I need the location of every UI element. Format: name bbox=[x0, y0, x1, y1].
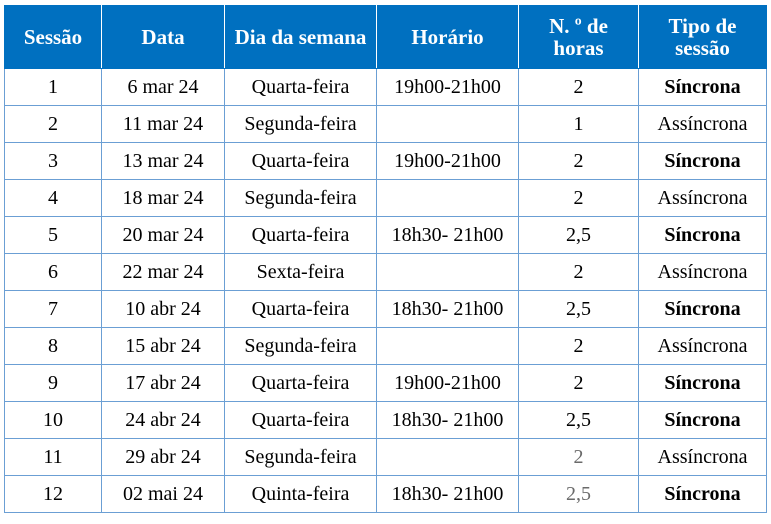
cell-sessao: 4 bbox=[5, 180, 102, 217]
cell-tipo: Assíncrona bbox=[639, 106, 767, 143]
cell-horario bbox=[377, 254, 519, 291]
table-row bbox=[5, 106, 767, 143]
cell-sessao: 12 bbox=[5, 476, 102, 513]
cell-sessao: 7 bbox=[5, 291, 102, 328]
cell-data: 11 mar 24 bbox=[102, 106, 225, 143]
cell-horas: 2 bbox=[519, 180, 639, 217]
header-horario: Horário bbox=[377, 6, 519, 69]
cell-horario: 18h30- 21h00 bbox=[377, 402, 519, 439]
cell-horario: 19h00-21h00 bbox=[377, 143, 519, 180]
table-row bbox=[5, 143, 767, 180]
table-row bbox=[5, 69, 767, 106]
cell-horario bbox=[377, 180, 519, 217]
cell-tipo: Síncrona bbox=[639, 143, 767, 180]
table-row bbox=[5, 291, 767, 328]
cell-horas: 2,5 bbox=[519, 402, 639, 439]
cell-horario: 18h30- 21h00 bbox=[377, 217, 519, 254]
cell-data: 29 abr 24 bbox=[102, 439, 225, 476]
cell-sessao: 6 bbox=[5, 254, 102, 291]
cell-dia: Quarta-feira bbox=[225, 402, 377, 439]
cell-dia: Segunda-feira bbox=[225, 106, 377, 143]
header-data: Data bbox=[102, 6, 225, 69]
header-row bbox=[5, 6, 767, 69]
cell-data: 22 mar 24 bbox=[102, 254, 225, 291]
table-row bbox=[5, 328, 767, 365]
cell-sessao: 2 bbox=[5, 106, 102, 143]
cell-horas: 2 bbox=[519, 143, 639, 180]
cell-tipo: Assíncrona bbox=[639, 328, 767, 365]
cell-data: 18 mar 24 bbox=[102, 180, 225, 217]
cell-horario: 18h30- 21h00 bbox=[377, 476, 519, 513]
cell-data: 17 abr 24 bbox=[102, 365, 225, 402]
cell-horas: 2,5 bbox=[519, 291, 639, 328]
cell-horario bbox=[377, 328, 519, 365]
cell-tipo: Síncrona bbox=[639, 365, 767, 402]
cell-data: 13 mar 24 bbox=[102, 143, 225, 180]
cell-horas: 1 bbox=[519, 106, 639, 143]
cell-tipo: Síncrona bbox=[639, 476, 767, 513]
cell-tipo: Assíncrona bbox=[639, 254, 767, 291]
cell-tipo: Assíncrona bbox=[639, 180, 767, 217]
cell-sessao: 10 bbox=[5, 402, 102, 439]
table-row bbox=[5, 476, 767, 513]
table-row bbox=[5, 439, 767, 476]
cell-horario: 19h00-21h00 bbox=[377, 69, 519, 106]
session-schedule-table bbox=[4, 5, 767, 513]
cell-sessao: 9 bbox=[5, 365, 102, 402]
cell-sessao: 5 bbox=[5, 217, 102, 254]
table-row bbox=[5, 217, 767, 254]
cell-sessao: 11 bbox=[5, 439, 102, 476]
cell-horas: 2 bbox=[519, 365, 639, 402]
cell-dia: Quarta-feira bbox=[225, 291, 377, 328]
table-body bbox=[5, 69, 767, 513]
cell-horario bbox=[377, 106, 519, 143]
table-row bbox=[5, 402, 767, 439]
cell-tipo: Síncrona bbox=[639, 69, 767, 106]
header-tipo-sessao: Tipo de sessão bbox=[639, 6, 767, 69]
table-row bbox=[5, 254, 767, 291]
cell-data: 10 abr 24 bbox=[102, 291, 225, 328]
cell-data: 24 abr 24 bbox=[102, 402, 225, 439]
cell-sessao: 1 bbox=[5, 69, 102, 106]
header-dia-semana: Dia da semana bbox=[225, 6, 377, 69]
table-row bbox=[5, 365, 767, 402]
cell-dia: Quarta-feira bbox=[225, 217, 377, 254]
cell-data: 15 abr 24 bbox=[102, 328, 225, 365]
cell-sessao: 3 bbox=[5, 143, 102, 180]
cell-tipo: Síncrona bbox=[639, 402, 767, 439]
table-row bbox=[5, 180, 767, 217]
cell-dia: Sexta-feira bbox=[225, 254, 377, 291]
cell-dia: Quarta-feira bbox=[225, 69, 377, 106]
cell-horas: 2,5 bbox=[519, 476, 639, 513]
cell-tipo: Síncrona bbox=[639, 291, 767, 328]
cell-horario: 18h30- 21h00 bbox=[377, 291, 519, 328]
header-sessao: Sessão bbox=[5, 6, 102, 69]
cell-data: 02 mai 24 bbox=[102, 476, 225, 513]
cell-sessao: 8 bbox=[5, 328, 102, 365]
cell-horas: 2 bbox=[519, 439, 639, 476]
table-header bbox=[5, 6, 767, 69]
cell-horario bbox=[377, 439, 519, 476]
header-num-horas: N. º de horas bbox=[519, 6, 639, 69]
cell-tipo: Assíncrona bbox=[639, 439, 767, 476]
cell-horas: 2,5 bbox=[519, 217, 639, 254]
cell-horas: 2 bbox=[519, 254, 639, 291]
cell-dia: Segunda-feira bbox=[225, 439, 377, 476]
cell-dia: Quarta-feira bbox=[225, 365, 377, 402]
cell-horas: 2 bbox=[519, 69, 639, 106]
cell-data: 6 mar 24 bbox=[102, 69, 225, 106]
cell-dia: Segunda-feira bbox=[225, 180, 377, 217]
cell-dia: Quinta-feira bbox=[225, 476, 377, 513]
cell-dia: Segunda-feira bbox=[225, 328, 377, 365]
cell-tipo: Síncrona bbox=[639, 217, 767, 254]
cell-horas: 2 bbox=[519, 328, 639, 365]
cell-data: 20 mar 24 bbox=[102, 217, 225, 254]
cell-dia: Quarta-feira bbox=[225, 143, 377, 180]
cell-horario: 19h00-21h00 bbox=[377, 365, 519, 402]
